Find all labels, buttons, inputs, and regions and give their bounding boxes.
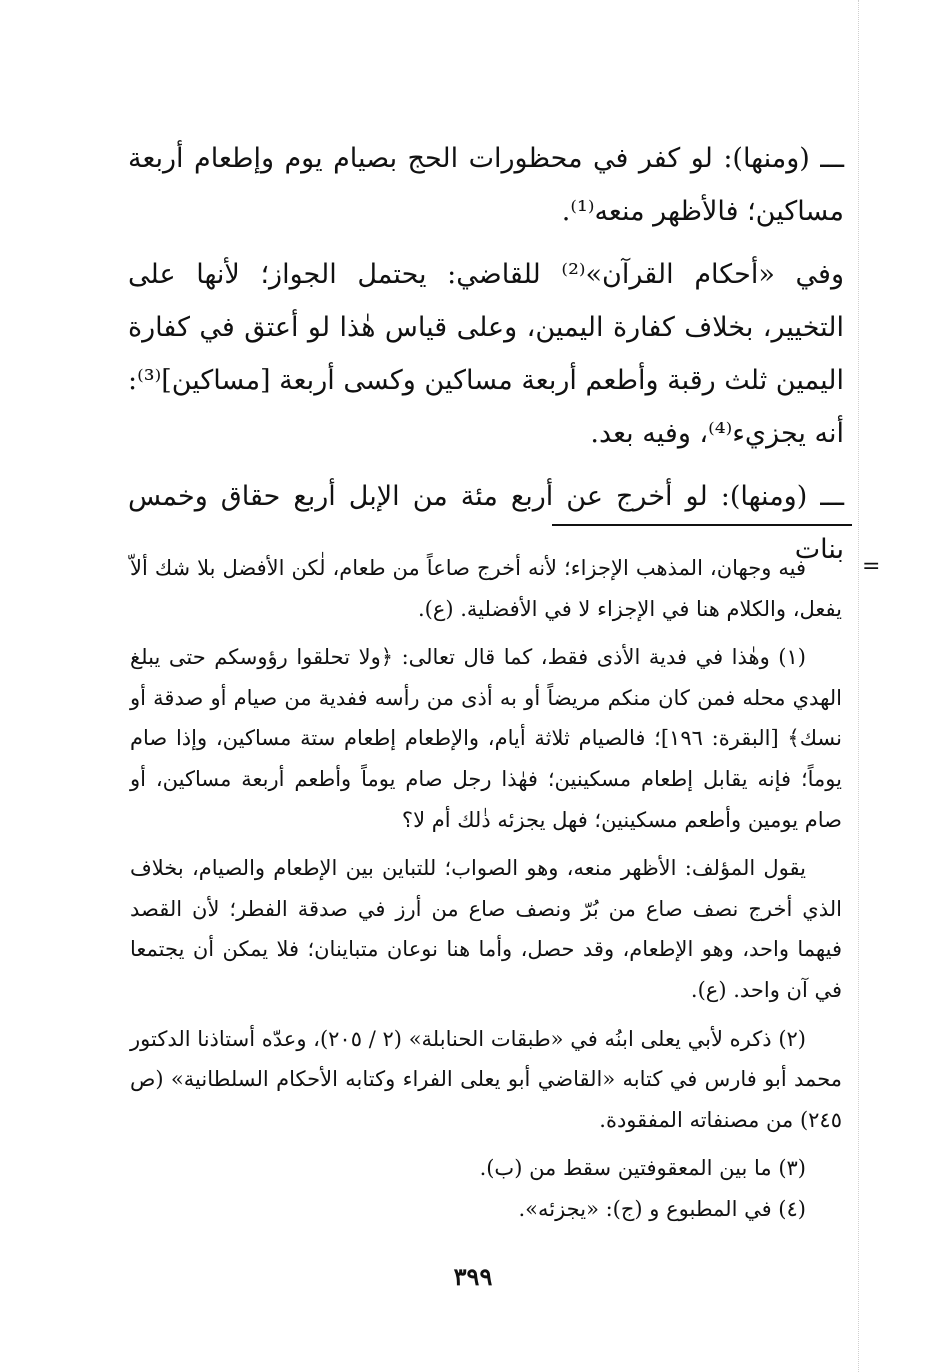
main-text (128, 132, 844, 576)
footnote-separator (552, 524, 852, 526)
page-number: ٣٩٩ (453, 1262, 493, 1291)
main-paragraph-3: ـــ (ومنها): لو أخرج عن أربع مئة من الإبل أربع حقاق وخمس بنات (128, 481, 844, 565)
continuation-mark: = (862, 554, 881, 579)
footnote-1: (١) وهٰذا في فدية الأذى فقط، كما قال تعالى: ﴿ولا تحلقوا رؤوسكم حتى يبلغ الهدي محله فمن كان منكم مريضاً أو به أذى من رأسه ففدية من صيام أو صدقة أو نسك﴾ [البقرة: ١٩٦]؛ فالصيام ثلاثة أيام، والإطعام إطعام ستة مساكين، وإذا صام يوماً؛ فإنه يقابل إطعام مسكينين؛ فهٰذا رجل صام يوماً وأطعم أربعة مساكين، أو صام يومين وأطعم مسكينين؛ فهل يجزئه ذٰلك أم لا؟ (130, 645, 843, 832)
footnotes (130, 548, 842, 1230)
footnote-1-comment: يقول المؤلف: الأظهر منعه، وهو الصواب؛ للتباين بين الإطعام والصيام، بخلاف الذي أخرج نصف صاع من بُرّ ونصف صاع من أرز في صدقة الفطر؛ لأن القصد فيهما واحد، وهو الإطعام، وقد حصل، وأما هنا نوعان متباينان؛ فلا يمكن أن يجتمعا في آن واحد. (ع). (130, 856, 842, 1002)
footnote-3: (٣) ما بين المعقوفتين سقط من (ب). (479, 1156, 806, 1181)
footnote-2: (٢) ذكره لأبي يعلى ابنُه في «طبقات الحنابلة» (٢ / ٢٠٥)، وعدّه أستاذنا الدكتور محمد أبو فارس في كتابه «القاضي أبو يعلى الفراء وكتابه الأحكام السلطانية» (ص ٢٤٥) من مصنفاته المفقودة. (130, 1026, 842, 1132)
footnote-4: (٤) في المطبوع و (ج): «يجزئه». (518, 1196, 806, 1221)
main-paragraph-2: وفي «أحكام القرآن»⁽²⁾ للقاضي: يحتمل الجواز؛ لأنها على التخيير، بخلاف كفارة اليمين، وعلى قياس هٰذا لو أعتق في كفارة اليمين ثلث رقبة وأطعم أربعة مساكين وكسى أربعة [مساكين]⁽³⁾: أنه يجزيء⁽⁴⁾، وفيه بعد. (128, 259, 844, 449)
main-paragraph-1: ـــ (ومنها): لو كفر في محظورات الحج بصيام يوم وإطعام أربعة مساكين؛ فالأظهر منعه⁽¹⁾. (128, 143, 844, 227)
page-edge-line (858, 0, 859, 1372)
footnote-continued: فيه وجهان، المذهب الإجزاء؛ لأنه أخرج صاعاً من طعام، لٰكن الأفضل بلا شك ألاّ يفعل، والكلام هنا في الإجزاء لا في الأفضلية. (ع). (130, 556, 842, 621)
